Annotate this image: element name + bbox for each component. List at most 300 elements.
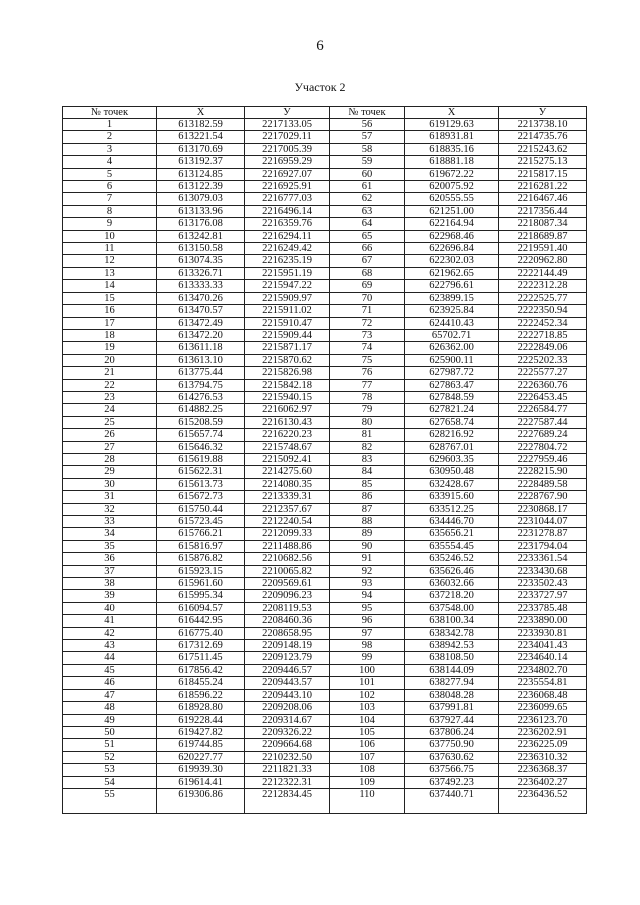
y-value-cell: 2236368.37 bbox=[499, 764, 587, 776]
y-value-cell: 2215947.22 bbox=[245, 280, 330, 292]
point-number-cell: 99 bbox=[330, 652, 405, 664]
point-number-cell: 50 bbox=[63, 726, 157, 738]
point-number-cell: 43 bbox=[63, 640, 157, 652]
x-value-cell: 613472.20 bbox=[157, 329, 245, 341]
y-value-cell: 2212240.54 bbox=[245, 516, 330, 528]
x-value-cell: 618881.18 bbox=[405, 156, 499, 168]
point-number-cell: 6 bbox=[63, 181, 157, 193]
table-row bbox=[63, 466, 587, 478]
table-row bbox=[63, 243, 587, 255]
x-value-cell: 618455.24 bbox=[157, 677, 245, 689]
table-row bbox=[63, 416, 587, 428]
point-number-cell: 16 bbox=[63, 305, 157, 317]
y-value-cell: 2209208.06 bbox=[245, 702, 330, 714]
point-number-cell: 65 bbox=[330, 230, 405, 242]
table-row bbox=[63, 764, 587, 776]
point-number-cell: 21 bbox=[63, 367, 157, 379]
point-number-cell: 95 bbox=[330, 602, 405, 614]
y-value-cell: 2211488.86 bbox=[245, 540, 330, 552]
point-number-cell: 15 bbox=[63, 292, 157, 304]
x-value-cell: 638108.50 bbox=[405, 652, 499, 664]
y-value-cell: 2227689.24 bbox=[499, 429, 587, 441]
point-number-cell: 36 bbox=[63, 553, 157, 565]
x-value-cell: 634446.70 bbox=[405, 516, 499, 528]
point-number-cell: 98 bbox=[330, 640, 405, 652]
x-value-cell: 637991.81 bbox=[405, 702, 499, 714]
point-number-cell: 49 bbox=[63, 714, 157, 726]
y-value-cell: 2215951.19 bbox=[245, 267, 330, 279]
x-value-cell: 620555.55 bbox=[405, 193, 499, 205]
y-value-cell: 2236436.52 bbox=[499, 788, 587, 813]
x-value-cell: 633512.25 bbox=[405, 503, 499, 515]
table-row bbox=[63, 292, 587, 304]
x-value-cell: 615208.59 bbox=[157, 416, 245, 428]
table-row bbox=[63, 627, 587, 639]
table-row bbox=[63, 329, 587, 341]
x-value-cell: 613470.57 bbox=[157, 305, 245, 317]
point-number-cell: 24 bbox=[63, 404, 157, 416]
x-value-cell: 637218.20 bbox=[405, 590, 499, 602]
y-value-cell: 2215817.15 bbox=[499, 168, 587, 180]
y-value-cell: 2215910.47 bbox=[245, 317, 330, 329]
x-value-cell: 638144.09 bbox=[405, 664, 499, 676]
x-value-cell: 613470.26 bbox=[157, 292, 245, 304]
x-value-cell: 617312.69 bbox=[157, 640, 245, 652]
x-value-cell: 635626.46 bbox=[405, 565, 499, 577]
point-number-cell: 25 bbox=[63, 416, 157, 428]
table-row bbox=[63, 726, 587, 738]
x-value-cell: 613472.49 bbox=[157, 317, 245, 329]
x-value-cell: 621962.65 bbox=[405, 267, 499, 279]
point-number-cell: 51 bbox=[63, 739, 157, 751]
x-value-cell: 613221.54 bbox=[157, 131, 245, 143]
y-value-cell: 2222312.28 bbox=[499, 280, 587, 292]
x-value-cell: 627987.72 bbox=[405, 367, 499, 379]
point-number-cell: 77 bbox=[330, 379, 405, 391]
x-value-cell: 627863.47 bbox=[405, 379, 499, 391]
point-number-cell: 72 bbox=[330, 317, 405, 329]
table-row bbox=[63, 156, 587, 168]
point-number-cell: 88 bbox=[330, 516, 405, 528]
table-row bbox=[63, 119, 587, 131]
y-value-cell: 2222525.77 bbox=[499, 292, 587, 304]
y-value-cell: 2215909.44 bbox=[245, 329, 330, 341]
x-value-cell: 615646.32 bbox=[157, 441, 245, 453]
point-number-cell: 7 bbox=[63, 193, 157, 205]
x-value-cell: 615961.60 bbox=[157, 578, 245, 590]
header-point-number-left: № точек bbox=[63, 107, 157, 119]
x-value-cell: 622696.84 bbox=[405, 243, 499, 255]
x-value-cell: 626362.00 bbox=[405, 342, 499, 354]
header-point-number-right: № точек bbox=[330, 107, 405, 119]
point-number-cell: 73 bbox=[330, 329, 405, 341]
point-number-cell: 39 bbox=[63, 590, 157, 602]
y-value-cell: 2218689.87 bbox=[499, 230, 587, 242]
x-value-cell: 620075.92 bbox=[405, 181, 499, 193]
page-number: 6 bbox=[316, 38, 324, 54]
x-value-cell: 615750.44 bbox=[157, 503, 245, 515]
y-value-cell: 2213738.10 bbox=[499, 119, 587, 131]
table-row bbox=[63, 404, 587, 416]
x-value-cell: 615672.73 bbox=[157, 491, 245, 503]
point-number-cell: 27 bbox=[63, 441, 157, 453]
table-row bbox=[63, 181, 587, 193]
point-number-cell: 100 bbox=[330, 664, 405, 676]
x-value-cell: 613192.37 bbox=[157, 156, 245, 168]
point-number-cell: 104 bbox=[330, 714, 405, 726]
point-number-cell: 20 bbox=[63, 354, 157, 366]
x-value-cell: 619228.44 bbox=[157, 714, 245, 726]
y-value-cell: 2209664.68 bbox=[245, 739, 330, 751]
y-value-cell: 2233890.00 bbox=[499, 615, 587, 627]
y-value-cell: 2226360.76 bbox=[499, 379, 587, 391]
y-value-cell: 2217005.39 bbox=[245, 143, 330, 155]
y-value-cell: 2236068.48 bbox=[499, 689, 587, 701]
y-value-cell: 2231794.04 bbox=[499, 540, 587, 552]
x-value-cell: 613150.58 bbox=[157, 243, 245, 255]
point-number-cell: 14 bbox=[63, 280, 157, 292]
x-value-cell: 628216.92 bbox=[405, 429, 499, 441]
header-y-left: У bbox=[245, 107, 330, 119]
y-value-cell: 2234802.70 bbox=[499, 664, 587, 676]
point-number-cell: 105 bbox=[330, 726, 405, 738]
table-row bbox=[63, 342, 587, 354]
point-number-cell: 34 bbox=[63, 528, 157, 540]
point-number-cell: 67 bbox=[330, 255, 405, 267]
y-value-cell: 2231044.07 bbox=[499, 516, 587, 528]
point-number-cell: 32 bbox=[63, 503, 157, 515]
y-value-cell: 2210065.82 bbox=[245, 565, 330, 577]
x-value-cell: 619614.41 bbox=[157, 776, 245, 788]
point-number-cell: 61 bbox=[330, 181, 405, 193]
y-value-cell: 2225202.33 bbox=[499, 354, 587, 366]
x-value-cell: 613242.81 bbox=[157, 230, 245, 242]
y-value-cell: 2215275.13 bbox=[499, 156, 587, 168]
x-value-cell: 637927.44 bbox=[405, 714, 499, 726]
table-body bbox=[63, 119, 587, 814]
y-value-cell: 2210232.50 bbox=[245, 751, 330, 763]
point-number-cell: 76 bbox=[330, 367, 405, 379]
x-value-cell: 615622.31 bbox=[157, 466, 245, 478]
point-number-cell: 23 bbox=[63, 391, 157, 403]
point-number-cell: 55 bbox=[63, 788, 157, 813]
point-number-cell: 74 bbox=[330, 342, 405, 354]
y-value-cell: 2235554.81 bbox=[499, 677, 587, 689]
x-value-cell: 613182.59 bbox=[157, 119, 245, 131]
table-row bbox=[63, 565, 587, 577]
table-row bbox=[63, 391, 587, 403]
y-value-cell: 2222452.34 bbox=[499, 317, 587, 329]
x-value-cell: 638342.78 bbox=[405, 627, 499, 639]
y-value-cell: 2216220.23 bbox=[245, 429, 330, 441]
x-value-cell: 616094.57 bbox=[157, 602, 245, 614]
table-row bbox=[63, 503, 587, 515]
table-row bbox=[63, 478, 587, 490]
point-number-cell: 5 bbox=[63, 168, 157, 180]
x-value-cell: 622302.03 bbox=[405, 255, 499, 267]
y-value-cell: 2227587.44 bbox=[499, 416, 587, 428]
y-value-cell: 2209326.22 bbox=[245, 726, 330, 738]
point-number-cell: 81 bbox=[330, 429, 405, 441]
point-number-cell: 26 bbox=[63, 429, 157, 441]
point-number-cell: 80 bbox=[330, 416, 405, 428]
x-value-cell: 613122.39 bbox=[157, 181, 245, 193]
y-value-cell: 2208658.95 bbox=[245, 627, 330, 639]
point-number-cell: 90 bbox=[330, 540, 405, 552]
x-value-cell: 627658.74 bbox=[405, 416, 499, 428]
x-value-cell: 619744.85 bbox=[157, 739, 245, 751]
y-value-cell: 2208119.53 bbox=[245, 602, 330, 614]
x-value-cell: 629603.35 bbox=[405, 453, 499, 465]
x-value-cell: 630950.48 bbox=[405, 466, 499, 478]
x-value-cell: 613333.33 bbox=[157, 280, 245, 292]
x-value-cell: 616442.95 bbox=[157, 615, 245, 627]
y-value-cell: 2215826.98 bbox=[245, 367, 330, 379]
y-value-cell: 2228489.58 bbox=[499, 478, 587, 490]
x-value-cell: 638942.53 bbox=[405, 640, 499, 652]
y-value-cell: 2216959.29 bbox=[245, 156, 330, 168]
table-row bbox=[63, 540, 587, 552]
y-value-cell: 2209096.23 bbox=[245, 590, 330, 602]
x-value-cell: 613124.85 bbox=[157, 168, 245, 180]
table-row bbox=[63, 453, 587, 465]
table-row bbox=[63, 354, 587, 366]
table-row bbox=[63, 379, 587, 391]
table-row bbox=[63, 305, 587, 317]
y-value-cell: 2236202.91 bbox=[499, 726, 587, 738]
x-value-cell: 637566.75 bbox=[405, 764, 499, 776]
x-value-cell: 616775.40 bbox=[157, 627, 245, 639]
x-value-cell: 622968.46 bbox=[405, 230, 499, 242]
coordinates-table bbox=[62, 106, 587, 814]
y-value-cell: 2234041.43 bbox=[499, 640, 587, 652]
table-row bbox=[63, 702, 587, 714]
table-row bbox=[63, 280, 587, 292]
x-value-cell: 619427.82 bbox=[157, 726, 245, 738]
table-row bbox=[63, 168, 587, 180]
x-value-cell: 622796.61 bbox=[405, 280, 499, 292]
y-value-cell: 2236310.32 bbox=[499, 751, 587, 763]
point-number-cell: 62 bbox=[330, 193, 405, 205]
y-value-cell: 2209123.79 bbox=[245, 652, 330, 664]
table-row bbox=[63, 367, 587, 379]
y-value-cell: 2225577.27 bbox=[499, 367, 587, 379]
y-value-cell: 2233430.68 bbox=[499, 565, 587, 577]
x-value-cell: 618835.16 bbox=[405, 143, 499, 155]
x-value-cell: 615619.88 bbox=[157, 453, 245, 465]
y-value-cell: 2222718.85 bbox=[499, 329, 587, 341]
x-value-cell: 613170.69 bbox=[157, 143, 245, 155]
y-value-cell: 2218087.34 bbox=[499, 218, 587, 230]
table-row bbox=[63, 205, 587, 217]
x-value-cell: 620227.77 bbox=[157, 751, 245, 763]
x-value-cell: 637750.90 bbox=[405, 739, 499, 751]
x-value-cell: 613074.35 bbox=[157, 255, 245, 267]
point-number-cell: 42 bbox=[63, 627, 157, 639]
point-number-cell: 89 bbox=[330, 528, 405, 540]
point-number-cell: 17 bbox=[63, 317, 157, 329]
point-number-cell: 18 bbox=[63, 329, 157, 341]
y-value-cell: 2215911.02 bbox=[245, 305, 330, 317]
point-number-cell: 69 bbox=[330, 280, 405, 292]
point-number-cell: 93 bbox=[330, 578, 405, 590]
point-number-cell: 1 bbox=[63, 119, 157, 131]
table-row bbox=[63, 131, 587, 143]
y-value-cell: 2215748.67 bbox=[245, 441, 330, 453]
table-row bbox=[63, 255, 587, 267]
table-row bbox=[63, 578, 587, 590]
y-value-cell: 2216281.22 bbox=[499, 181, 587, 193]
x-value-cell: 618931.81 bbox=[405, 131, 499, 143]
x-value-cell: 635554.45 bbox=[405, 540, 499, 552]
y-value-cell: 2211821.33 bbox=[245, 764, 330, 776]
y-value-cell: 2216294.11 bbox=[245, 230, 330, 242]
point-number-cell: 38 bbox=[63, 578, 157, 590]
y-value-cell: 2214275.60 bbox=[245, 466, 330, 478]
x-value-cell: 614882.25 bbox=[157, 404, 245, 416]
y-value-cell: 2215871.17 bbox=[245, 342, 330, 354]
point-number-cell: 97 bbox=[330, 627, 405, 639]
x-value-cell: 627848.59 bbox=[405, 391, 499, 403]
point-number-cell: 101 bbox=[330, 677, 405, 689]
x-value-cell: 615657.74 bbox=[157, 429, 245, 441]
point-number-cell: 12 bbox=[63, 255, 157, 267]
point-number-cell: 110 bbox=[330, 788, 405, 813]
point-number-cell: 106 bbox=[330, 739, 405, 751]
x-value-cell: 615723.45 bbox=[157, 516, 245, 528]
x-value-cell: 625900.11 bbox=[405, 354, 499, 366]
y-value-cell: 2236123.70 bbox=[499, 714, 587, 726]
table-header-row bbox=[63, 107, 587, 119]
table-row bbox=[63, 751, 587, 763]
y-value-cell: 2212357.67 bbox=[245, 503, 330, 515]
x-value-cell: 613133.96 bbox=[157, 205, 245, 217]
table-row bbox=[63, 776, 587, 788]
x-value-cell: 613079.03 bbox=[157, 193, 245, 205]
point-number-cell: 91 bbox=[330, 553, 405, 565]
point-number-cell: 103 bbox=[330, 702, 405, 714]
x-value-cell: 615613.73 bbox=[157, 478, 245, 490]
point-number-cell: 44 bbox=[63, 652, 157, 664]
section-title: Участок 2 bbox=[294, 80, 346, 94]
x-value-cell: 638048.28 bbox=[405, 689, 499, 701]
y-value-cell: 2227959.46 bbox=[499, 453, 587, 465]
x-value-cell: 635656.21 bbox=[405, 528, 499, 540]
point-number-cell: 79 bbox=[330, 404, 405, 416]
point-number-cell: 30 bbox=[63, 478, 157, 490]
x-value-cell: 613176.08 bbox=[157, 218, 245, 230]
table-row bbox=[63, 739, 587, 751]
y-value-cell: 2209314.67 bbox=[245, 714, 330, 726]
table-row bbox=[63, 317, 587, 329]
point-number-cell: 58 bbox=[330, 143, 405, 155]
x-value-cell: 65702.71 bbox=[405, 329, 499, 341]
y-value-cell: 2216062.97 bbox=[245, 404, 330, 416]
point-number-cell: 92 bbox=[330, 565, 405, 577]
point-number-cell: 40 bbox=[63, 602, 157, 614]
point-number-cell: 31 bbox=[63, 491, 157, 503]
y-value-cell: 2216130.43 bbox=[245, 416, 330, 428]
point-number-cell: 108 bbox=[330, 764, 405, 776]
point-number-cell: 84 bbox=[330, 466, 405, 478]
x-value-cell: 632428.67 bbox=[405, 478, 499, 490]
y-value-cell: 2220962.80 bbox=[499, 255, 587, 267]
point-number-cell: 47 bbox=[63, 689, 157, 701]
point-number-cell: 71 bbox=[330, 305, 405, 317]
x-value-cell: 618596.22 bbox=[157, 689, 245, 701]
point-number-cell: 68 bbox=[330, 267, 405, 279]
point-number-cell: 57 bbox=[330, 131, 405, 143]
x-value-cell: 638100.34 bbox=[405, 615, 499, 627]
x-value-cell: 619306.86 bbox=[157, 788, 245, 813]
table-row bbox=[63, 714, 587, 726]
point-number-cell: 82 bbox=[330, 441, 405, 453]
x-value-cell: 637440.71 bbox=[405, 788, 499, 813]
point-number-cell: 45 bbox=[63, 664, 157, 676]
y-value-cell: 2216359.76 bbox=[245, 218, 330, 230]
table-row bbox=[63, 441, 587, 453]
table-row bbox=[63, 652, 587, 664]
x-value-cell: 622164.94 bbox=[405, 218, 499, 230]
header-y-right: У bbox=[499, 107, 587, 119]
table-row bbox=[63, 553, 587, 565]
point-number-cell: 54 bbox=[63, 776, 157, 788]
y-value-cell: 2212322.31 bbox=[245, 776, 330, 788]
table-row bbox=[63, 528, 587, 540]
table-row bbox=[63, 218, 587, 230]
y-value-cell: 2236225.09 bbox=[499, 739, 587, 751]
x-value-cell: 638277.94 bbox=[405, 677, 499, 689]
y-value-cell: 2228767.90 bbox=[499, 491, 587, 503]
point-number-cell: 85 bbox=[330, 478, 405, 490]
point-number-cell: 83 bbox=[330, 453, 405, 465]
point-number-cell: 86 bbox=[330, 491, 405, 503]
y-value-cell: 2213339.31 bbox=[245, 491, 330, 503]
table-row bbox=[63, 689, 587, 701]
y-value-cell: 2219591.40 bbox=[499, 243, 587, 255]
x-value-cell: 623925.84 bbox=[405, 305, 499, 317]
y-value-cell: 2208460.36 bbox=[245, 615, 330, 627]
x-value-cell: 637548.00 bbox=[405, 602, 499, 614]
y-value-cell: 2230868.17 bbox=[499, 503, 587, 515]
point-number-cell: 66 bbox=[330, 243, 405, 255]
point-number-cell: 87 bbox=[330, 503, 405, 515]
y-value-cell: 2209148.19 bbox=[245, 640, 330, 652]
x-value-cell: 633915.60 bbox=[405, 491, 499, 503]
point-number-cell: 46 bbox=[63, 677, 157, 689]
point-number-cell: 70 bbox=[330, 292, 405, 304]
y-value-cell: 2215940.15 bbox=[245, 391, 330, 403]
x-value-cell: 617856.42 bbox=[157, 664, 245, 676]
point-number-cell: 109 bbox=[330, 776, 405, 788]
y-value-cell: 2215870.62 bbox=[245, 354, 330, 366]
point-number-cell: 64 bbox=[330, 218, 405, 230]
y-value-cell: 2233930.81 bbox=[499, 627, 587, 639]
x-value-cell: 615766.21 bbox=[157, 528, 245, 540]
point-number-cell: 52 bbox=[63, 751, 157, 763]
point-number-cell: 33 bbox=[63, 516, 157, 528]
point-number-cell: 41 bbox=[63, 615, 157, 627]
y-value-cell: 2209446.57 bbox=[245, 664, 330, 676]
table-row bbox=[63, 590, 587, 602]
y-value-cell: 2236402.27 bbox=[499, 776, 587, 788]
y-value-cell: 2210682.56 bbox=[245, 553, 330, 565]
table-row bbox=[63, 516, 587, 528]
y-value-cell: 2209569.61 bbox=[245, 578, 330, 590]
point-number-cell: 3 bbox=[63, 143, 157, 155]
y-value-cell: 2216496.14 bbox=[245, 205, 330, 217]
x-value-cell: 613611.18 bbox=[157, 342, 245, 354]
